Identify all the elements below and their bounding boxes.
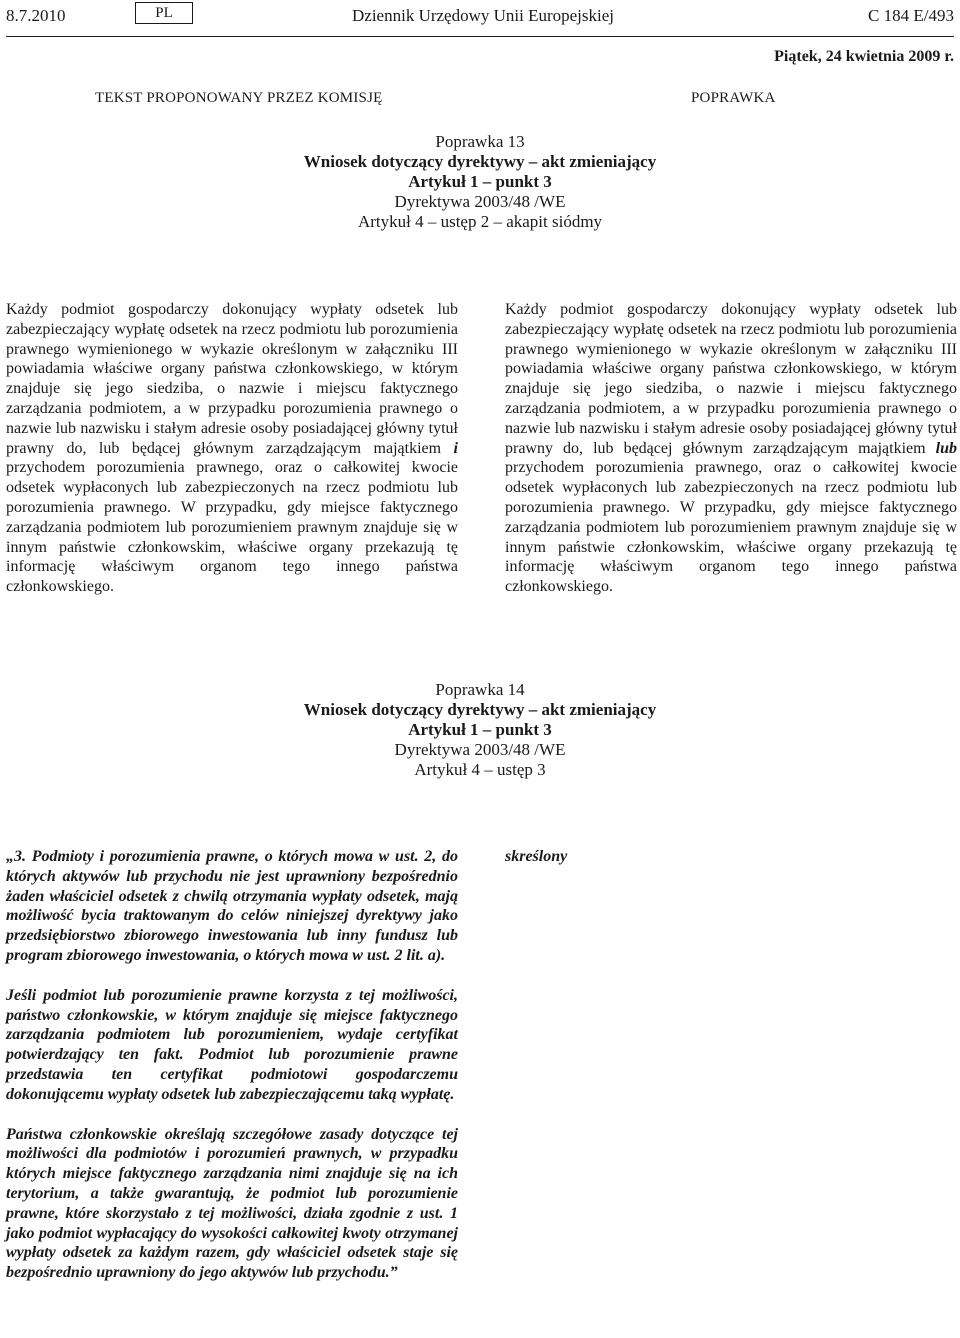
amendment-13-line1: Wniosek dotyczący dyrektywy – akt zmieniający <box>303 152 657 171</box>
amendment-13-line3: Dyrektywa 2003/48 /WE <box>394 192 566 211</box>
amendment-13-original-highlight: i <box>453 439 458 457</box>
amendment-14-amended-text <box>505 847 957 887</box>
column-heading-amendment: POPRAWKA <box>691 90 776 106</box>
amendment-13-title: Poprawka 13 <box>435 132 525 151</box>
journal-header <box>0 2 960 28</box>
header-divider <box>6 36 954 37</box>
amendment-14-deleted-label: skreślony <box>505 848 568 865</box>
publication-date: 8.7.2010 <box>6 6 66 25</box>
amendment-14-title: Poprawka 14 <box>435 680 525 699</box>
amendment-14-heading <box>0 680 960 780</box>
amendment-14-line1: Wniosek dotyczący dyrektywy – akt zmieniający <box>303 700 657 719</box>
amendment-14-line2: Artykuł 1 – punkt 3 <box>408 720 552 739</box>
amendment-13-heading <box>0 132 960 232</box>
amendment-13-line4: Artykuł 4 – ustęp 2 – akapit siódmy <box>357 212 603 231</box>
amendment-14-line4: Artykuł 4 – ustęp 3 <box>414 760 546 779</box>
journal-number: C 184 E/493 <box>868 6 954 25</box>
amendment-13-amended-highlight: lub <box>935 439 958 457</box>
journal-title: Dziennik Urzędowy Unii Europejskiej <box>352 6 615 25</box>
amendment-14-line3: Dyrektywa 2003/48 /WE <box>394 740 566 759</box>
language-badge: PL <box>135 2 193 24</box>
amendment-14-original-text <box>6 847 458 1303</box>
amendment-14-paragraph-3: Państwa członkowskie określają szczegółowe zasady dotyczące tej możliwości dla podmiotów i porozumień prawnych, w przypadku których miejsce faktycznego zarządzania nimi znajduje się na ich terytorium, a także gwarantują, że podmiot lub porozumienie prawne, które skorzystało z tej możliwości, działa zgodnie z ust. 1 jako podmiot wypłacający do wysokości całkowitej kwoty otrzymanej wypłaty odsetek za każdym razem, gdy właściciel odsetek staje się bezpośrednio uprawniony do jego aktywów lub przychodu.” <box>6 1125 458 1282</box>
amendment-13-original-paragraph: Każdy podmiot gospodarczy dokonujący wypłaty odsetek lub zabezpieczający wypłatę odsetek na rzecz podmiotu lub porozumienia prawnego wymienionego w wykazie określonym w załączniku III powiadamia właściwe organy państwa członkowskiego, w którym znajduje się jego siedziba, o nazwie i miejscu faktycznego zarządzania podmiotem, a w przypadku porozumienia prawnego o nazwie lub nazwisku i stałym adresie osoby posiadającej główny tytuł prawny do, lub będącej głównym zarządzającym majątkiem i przychodem porozumienia prawnego, oraz o całkowitej kwocie odsetek wypłaconych lub zabezpieczonych na rzecz podmiotu lub porozumienia prawnego. W przypadku, gdy miejsce faktycznego zarządzania podmiotem lub porozumieniem prawnym znajduje się w innym państwie członkowskim, właściwe organy przekazują tę informację właściwym organom tego innego państwa członkowskiego. <box>6 301 458 596</box>
amendment-13-line2: Artykuł 1 – punkt 3 <box>408 172 552 191</box>
column-heading-commission: TEKST PROPONOWANY PRZEZ KOMISJĘ <box>95 90 383 106</box>
amendment-14-paragraph-2: Jeśli podmiot lub porozumienie prawne korzysta z tej możliwości, państwo członkowskie, w którym znajduje się miejsce faktycznego zarządzania podmiotem lub porozumieniem, wydaje certyfikat potwierdzający ten fakt. Podmiot lub porozumienie prawne przedstawia ten certyfikat podmiotowi gospodarczemu dokonującemu wypłaty odsetek lub zabezpieczającemu taką wypłatę. <box>6 986 458 1103</box>
amendment-13-amended-text <box>505 300 957 617</box>
session-date: Piątek, 24 kwietnia 2009 r. <box>774 48 954 65</box>
amendment-14-paragraph-1: „3. Podmioty i porozumienia prawne, o których mowa w ust. 2, do których aktywów lub przychodu nie jest uprawniony bezpośrednio żaden właściciel odsetek z chwilą otrzymania wypłaty odsetek, mają możliwość bycia traktowanym do celów niniejszej dyrektywy jako przedsiębiorstwo zbiorowego inwestowania lub inny fundusz lub program zbiorowego inwestowania, o których mowa w ust. 2 lit. a). <box>6 848 458 964</box>
amendment-13-amended-paragraph: Każdy podmiot gospodarczy dokonujący wypłaty odsetek lub zabezpieczający wypłatę odsetek na rzecz podmiotu lub porozumienia prawnego wymienionego w wykazie określonym w załączniku III powiadamia właściwe organy państwa członkowskiego, w którym znajduje się jego siedziba, o nazwie i miejscu faktycznego zarządzania podmiotem, a w przypadku porozumienia prawnego o nazwie lub nazwisku i stałym adresie osoby posiadającej główny tytuł prawny do, lub będącej głównym zarządzającym majątkiem lub przychodem porozumienia prawnego, oraz o całkowitej kwocie odsetek wypłaconych lub zabezpieczonych na rzecz podmiotu lub porozumienia prawnego. W przypadku, gdy miejsce faktycznego zarządzania podmiotem lub porozumieniem prawnym znajduje się w innym państwie członkowskim, właściwe organy przekazują tę informację właściwym organom tego innego państwa członkowskiego. <box>505 301 958 596</box>
amendment-13-original-text <box>6 300 458 617</box>
